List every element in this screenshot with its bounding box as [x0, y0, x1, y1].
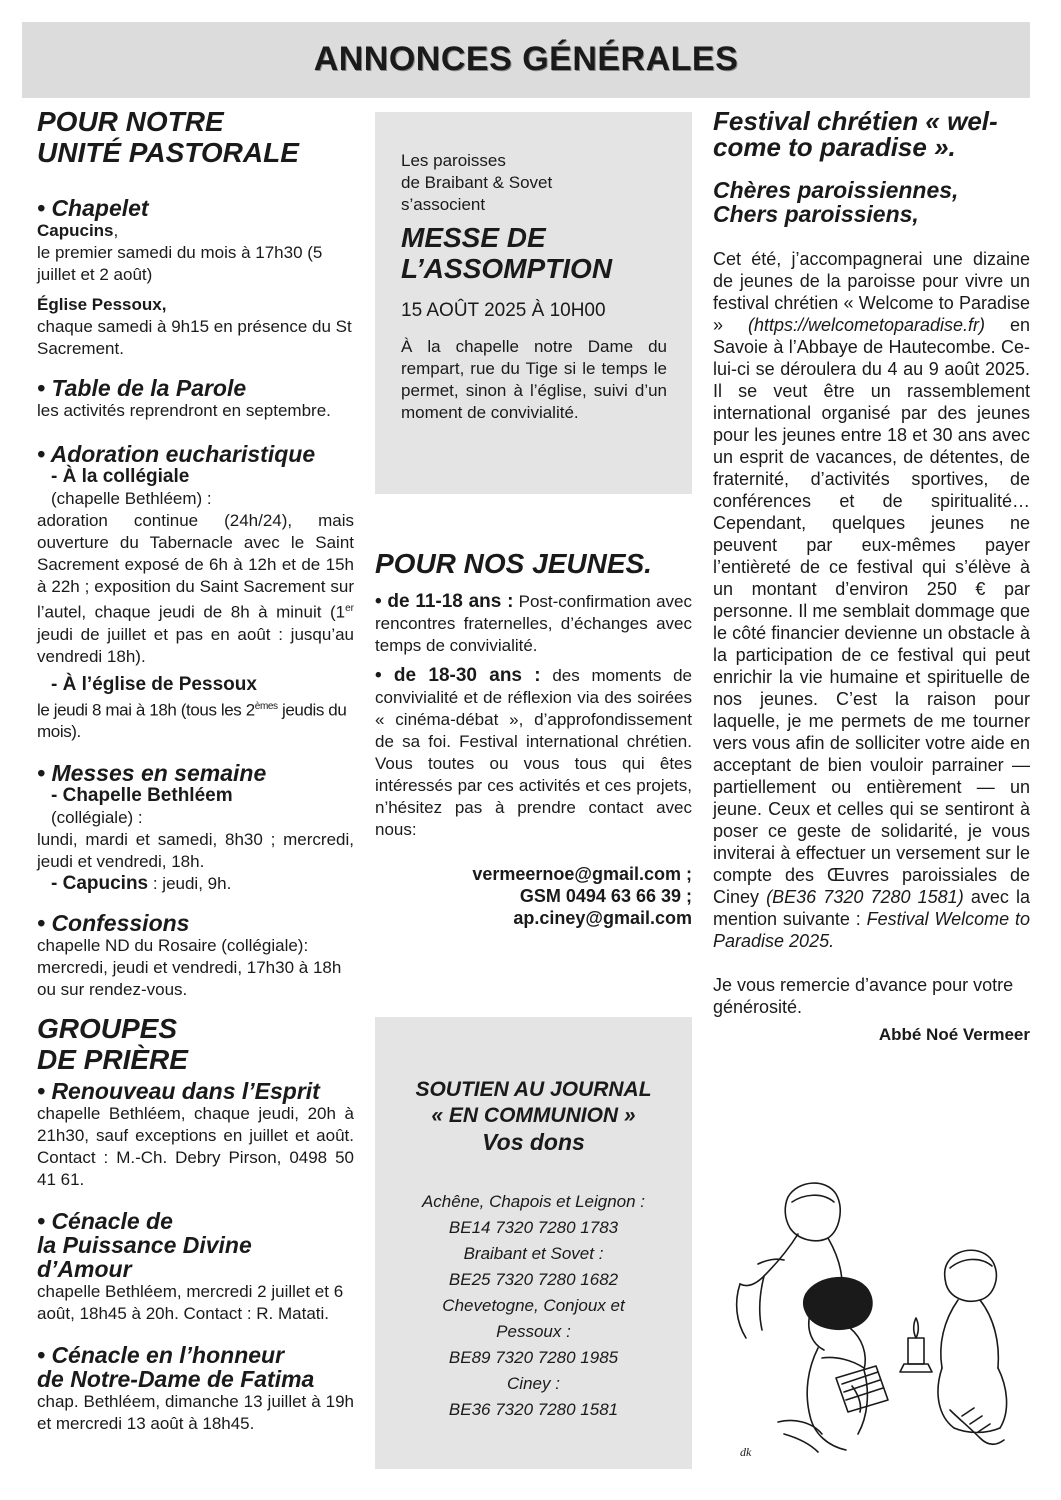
cenacle-fatima-text: chap. Bethléem, dimanche 13 juillet à 19h et mercredi 13 août à 18h45.: [37, 1392, 354, 1434]
soutien-iban: BE14 7320 7280 1783: [448, 1218, 619, 1237]
column-festival: [713, 108, 1030, 1046]
jeunes-18-30: • de 18-30 ans : des moments de convivialité et de réflexion via des soirées « cinéma-débat », d’approfondissement de sa foi. Festival international chrétien. Vous toutes ou vous tous qui êtes intéressés par ces activités et ces projets, n’hésitez pas à prendre contact avec nous:: [375, 665, 692, 839]
section-heading-groupes-priere: GROUPES DE PRIÈRE: [37, 1013, 188, 1076]
soutien-line: Achêne, Chapois et Leignon :: [421, 1192, 646, 1211]
soutien-accounts: [375, 1189, 692, 1423]
illustration-signature: dk: [740, 1445, 752, 1459]
adoration-text-2: le jeudi 8 mai à 18h (tous les 2èmes jeudis du mois).: [37, 700, 347, 742]
renouveau-block: [37, 1079, 354, 1191]
cenacle-divine-block: [37, 1209, 354, 1325]
messes-block: [37, 761, 354, 895]
messes-sub-bethleem: - Chapelle Bethléem: [51, 785, 233, 807]
festival-body: Cet été, j’accompagnerai une dizaine de jeunes de la paroisse pour vivre un festival chrétien « Welcome to Paradise » (https://welcometoparadise.fr) en Savoie à l’Abbaye de Hautecombe. Celui-ci se déroulera du 4 au 9 août 2025. Il se veut être un rassemblement international organisé par des jeunes pour les jeunes entre 18 et 30 ans avec un esprit de vacances, de détentes, de fraternité, d’activités sportives, de conférences et de spiritualité… Cependant, quelques jeunes ne peuvent par eux-mêmes payer l’entièreté de ce festival qui s’élève à un montant d’environ 250 € par personne. Il me semblait dommage que le côté financier devienne un obstacle à la participation de ce festival qui peut enrichir la vie humaine et spirituelle de nos jeunes. C’est la raison pour laquelle, je me permets de me tourner vers vous afin de solliciter votre aide en acceptant de bien vouloir parrainer — partiellement ou entièrement — un jeune. Ceux et celles qui se sentiront à poser ce geste de solidarité, je vous inviterai à effectuer un versement sur le compte des Œuvres paroissiales de Ciney (BE36 7320 7280 1581) avec la mention suivante : Festival Welcome to Paradise 2025.: [713, 249, 1031, 951]
cenacle-fatima-block: [37, 1343, 354, 1435]
chapelet-block: • Chapelet Capucins, le premier samedi du mois à 17h30 (5 juillet et 2 août) Église Pessoux, chaque samedi à 9h15 en présence du St Sacrement.: [37, 196, 354, 360]
table-parole-text: les activités reprendront en septembre.: [37, 401, 331, 420]
adoration-title: • Adoration eucharistique: [37, 441, 316, 467]
contact-email-ciney[interactable]: ap.ciney@gmail.com: [513, 908, 692, 928]
soutien-line: Braibant et Sovet :: [463, 1244, 604, 1263]
table-parole-block: [37, 376, 354, 422]
assomption-text: À la chapelle notre Dame du rempart, rue du Tige si le temps le permet, sinon à l’église, suivi d’un moment de convivialité.: [401, 337, 667, 422]
assomption-date: 15 AOÛT 2025 À 10H00: [401, 300, 606, 321]
soutien-line: Ciney :: [507, 1374, 560, 1393]
soutien-iban: BE36 7320 7280 1581: [448, 1400, 619, 1419]
page-header: [22, 22, 1030, 98]
festival-link[interactable]: (https://welcometoparadise.fr): [747, 315, 986, 335]
festival-closing: Je vous remercie d’avance pour votre générosité.: [713, 975, 1014, 1017]
assomption-box: [375, 112, 692, 494]
praying-children-illustration: [718, 1172, 1018, 1470]
page-title: ANNONCES GÉNÉRALES: [313, 40, 739, 78]
renouveau-text: chapelle Bethléem, chaque jeudi, 20h à 21h30, sauf exceptions en juillet et août. Contact : M.-Ch. Debry Pirson, 0498 50 41 61.: [37, 1104, 354, 1190]
festival-signature: Abbé Noé Vermeer: [878, 1025, 1030, 1044]
column-unite-pastorale: [37, 106, 354, 1435]
contact-gsm[interactable]: GSM 0494 63 66 39 ;: [519, 886, 692, 906]
messes-sub-bethleem-note: (collégiale) :: [51, 808, 143, 828]
festival-title: Festival chrétien « welcome to paradise ».: [713, 106, 998, 162]
chapelet-place-capucins: Capucins: [37, 221, 114, 240]
chapelet-text-2: chaque samedi à 9h15 en présence du St Sacrement.: [37, 317, 352, 358]
messes-capucins: - Capucins : jeudi, 9h.: [51, 873, 232, 895]
festival-salutation: Chères paroissiennes, Chers paroissiens,: [713, 177, 959, 227]
jeunes-contacts: [375, 863, 692, 929]
soutien-box: [375, 1017, 692, 1469]
contact-email-vermeer[interactable]: vermeernoe@gmail.com ;: [472, 864, 692, 884]
adoration-sub-pessoux: - À l’église de Pessoux: [51, 673, 257, 695]
soutien-line: Chevetogne, Conjoux et: [442, 1296, 625, 1315]
soutien-iban: BE89 7320 7280 1985: [448, 1348, 619, 1367]
confessions-block: [37, 911, 354, 1001]
adoration-text-1: adoration continue (24h/24), mais ouverture du Tabernacle avec le Saint Sacrement exposé de 6h à 12h et de 15h à 22h ; exposition du Saint Sacrement sur l’autel, chaque jeudi de 8h à minuit (1er jeudi de juillet et pas en août : jusqu’au vendredi 18h).: [37, 511, 354, 666]
cenacle-divine-text: chapelle Bethléem, mercredi 2 juillet et 6 août, 18h45 à 20h. Contact : R. Matati.: [37, 1282, 344, 1324]
assomption-title: MESSE DE L’ASSOMPTION: [401, 222, 613, 284]
jeunes-11-18: • de 11-18 ans : Post-confirmation avec rencontres fraternelles, d’échanges avec temps de convivialité.: [375, 591, 692, 655]
festival-account: (BE36 7320 7280 1581): [766, 887, 964, 907]
confessions-text: chapelle ND du Rosaire (collégiale): mercredi, jeudi et vendredi, 17h30 à 18h ou sur rendez-vous.: [37, 936, 342, 1000]
adoration-sub-collegiale: - À la collégiale: [51, 466, 190, 487]
cenacle-fatima-title: • Cénacle en l’honneur de Notre-Dame de Fatima: [37, 1342, 315, 1393]
cenacle-divine-title: • Cénacle de la Puissance Divine d’Amour: [37, 1208, 252, 1283]
jeunes-title: POUR NOS JEUNES.: [375, 548, 652, 579]
confessions-title: • Confessions: [37, 910, 190, 937]
table-parole-title: • Table de la Parole: [37, 375, 247, 401]
festival-mention: Festival Welcome to Paradise 2025.: [713, 909, 1031, 951]
chapelet-text-1: le premier samedi du mois à 17h30 (5 juillet et 2 août): [37, 243, 323, 284]
adoration-block: [37, 442, 354, 743]
chapelet-place-pessoux: Église Pessoux,: [37, 295, 167, 314]
renouveau-title: • Renouveau dans l’Esprit: [37, 1078, 320, 1105]
soutien-line: Pessoux :: [496, 1322, 571, 1341]
adoration-sub-collegiale-note: (chapelle Bethléem) :: [51, 489, 212, 508]
section-heading-unite-pastorale: POUR NOTRE UNITÉ PASTORALE: [37, 106, 299, 168]
soutien-iban: BE25 7320 7280 1682: [448, 1270, 619, 1289]
jeunes-block: [375, 548, 692, 929]
messes-text-1: lundi, mardi et samedi, 8h30 ; mercredi, jeudi et vendredi, 18h.: [37, 830, 354, 872]
soutien-title: SOUTIEN AU JOURNAL « EN COMMUNION » Vos dons: [415, 1078, 652, 1155]
assomption-intro: Les paroisses de Braibant & Sovet s’associent: [401, 151, 553, 214]
messes-title: • Messes en semaine: [37, 760, 267, 787]
chapelet-title: • Chapelet: [37, 195, 149, 221]
